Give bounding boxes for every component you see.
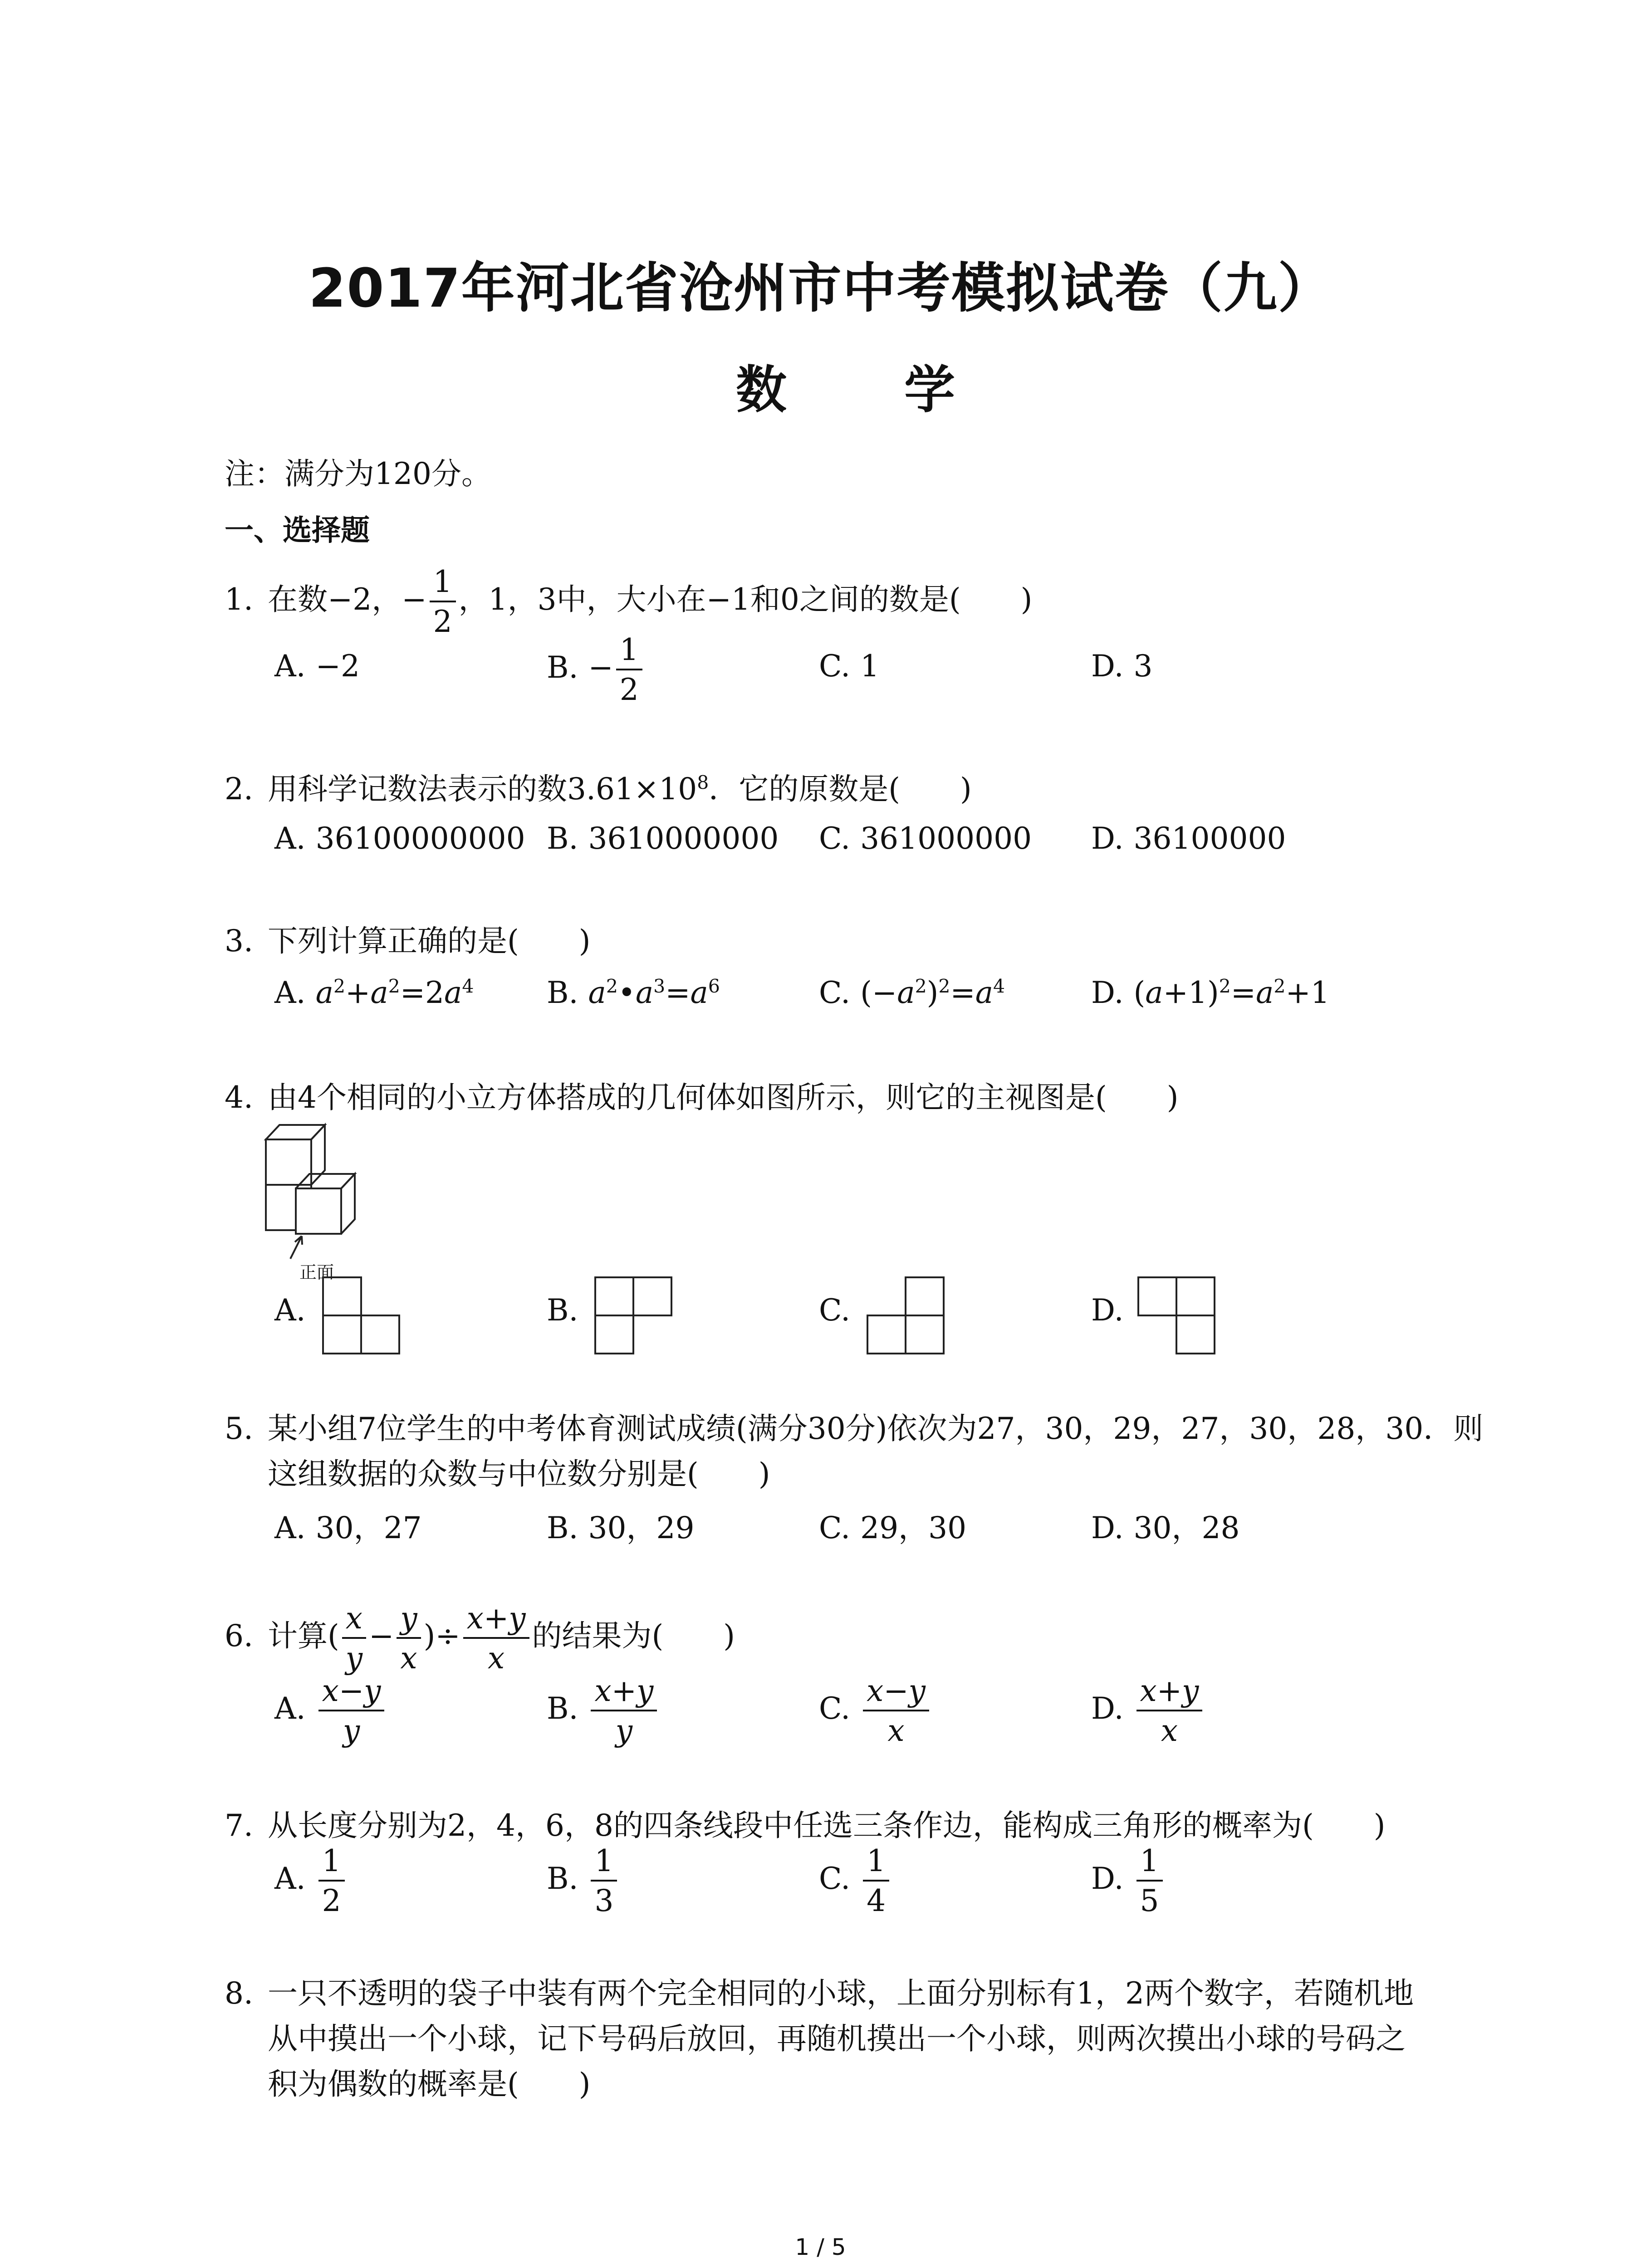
question-7: 7. 从长度分别为2，4，6，8的四条线段中任选三条作边，能构成三角形的概率为( ) — [225, 1808, 1386, 1843]
cube-figure — [263, 1120, 381, 1284]
option-a[interactable]: A. −2 — [274, 649, 360, 684]
score-note: 注：满分为120分。 — [225, 456, 491, 491]
question-6: 6. 计算( $\frac{x}{y}$ − $\frac{y}{x}$ )÷ $\frac{x+y}{x}$ 的结果为( ) — [225, 1601, 735, 1676]
option-b[interactable]: B. − $\frac{1}{2}$ — [547, 635, 645, 705]
option-c[interactable]: C. $(-a^2)^2=a^4$ — [819, 975, 1005, 1010]
question-1 — [225, 564, 1033, 639]
option-d[interactable]: D. $\frac{x+y}{x}$ — [1091, 1676, 1205, 1746]
question-2: 2. 用科学记数法表示的数$3.61\times 10^8$．它的原数是( ) — [225, 772, 972, 807]
option-b[interactable]: B. $\frac{x+y}{y}$ — [547, 1676, 660, 1746]
page-number: 1 / 5 — [795, 2234, 846, 2260]
fraction: $\frac{1}{2}$ — [430, 567, 456, 637]
option-d-figure — [1136, 1275, 1218, 1356]
option-b-figure — [593, 1275, 675, 1356]
option-b[interactable]: B. $a^2•a^3=a^6$ — [547, 975, 720, 1010]
option-d[interactable]: D. $\frac{1}{5}$ — [1091, 1846, 1166, 1916]
question-5-line2: 这组数据的众数与中位数分别是( ) — [268, 1457, 770, 1491]
subject-title: 数 学 — [736, 361, 1005, 420]
question-4: 4. 由4个相同的小立方体搭成的几何体如图所示，则它的主视图是( ) — [225, 1080, 1179, 1115]
option-c[interactable]: C. 29，30 — [819, 1510, 967, 1545]
option-a[interactable]: A. 36100000000 — [274, 821, 525, 856]
question-5: 5. 某小组7位学生的中考体育测试成绩(满分30分)依次为27，30，29，27，30，28，30．则 — [225, 1411, 1484, 1446]
front-label: 正面 — [299, 1262, 334, 1282]
option-d[interactable]: D. 36100000 — [1091, 821, 1286, 856]
section-heading: 一、选择题 — [225, 514, 370, 547]
page-title: 2017年河北省沧州市中考模拟试卷（九） — [309, 257, 1332, 319]
option-d[interactable]: D. — [1091, 1293, 1124, 1328]
option-c[interactable]: C. — [819, 1293, 851, 1328]
question-3: 3. 下列计算正确的是( ) — [225, 924, 591, 958]
option-b[interactable]: B. — [547, 1293, 578, 1328]
option-a[interactable]: A. $\frac{x-y}{y}$ — [274, 1676, 387, 1746]
question-text: 在数−2，− — [268, 582, 427, 617]
option-c[interactable]: C. 361000000 — [819, 821, 1032, 856]
question-8: 8. 一只不透明的袋子中装有两个完全相同的小球，上面分别标有1，2两个数字，若随机地 — [225, 1976, 1414, 2011]
option-b[interactable]: B. $\frac{1}{3}$ — [547, 1846, 620, 1916]
option-c[interactable]: C. 1 — [819, 649, 880, 684]
question-number: 1. — [225, 582, 253, 617]
option-b[interactable]: B. 3610000000 — [547, 821, 779, 856]
option-a[interactable]: A. 30，27 — [274, 1510, 422, 1545]
option-c[interactable]: C. $\frac{x-y}{x}$ — [819, 1676, 932, 1746]
option-a-figure — [321, 1275, 403, 1356]
option-c[interactable]: C. $\frac{1}{4}$ — [819, 1846, 892, 1916]
question-8-line2: 从中摸出一个小球，记下号码后放回，再随机摸出一个小球，则两次摸出小球的号码之 — [268, 2021, 1406, 2056]
option-a[interactable]: A. — [274, 1293, 306, 1328]
question-8-line3: 积为偶数的概率是( ) — [268, 2067, 591, 2102]
option-c-figure — [866, 1275, 947, 1356]
option-a[interactable]: A. $a^2+a^2=2a^4$ — [274, 975, 474, 1010]
option-a[interactable]: A. $\frac{1}{2}$ — [274, 1846, 348, 1916]
option-d[interactable]: D. 3 — [1091, 649, 1153, 684]
option-d[interactable]: D. 30，28 — [1091, 1510, 1240, 1545]
option-d[interactable]: D. $(a+1)^2=a^2+1$ — [1091, 975, 1330, 1010]
question-text: ，1，3中，大小在−1和0之间的数是( ) — [458, 582, 1033, 617]
option-b[interactable]: B. 30，29 — [547, 1510, 695, 1545]
